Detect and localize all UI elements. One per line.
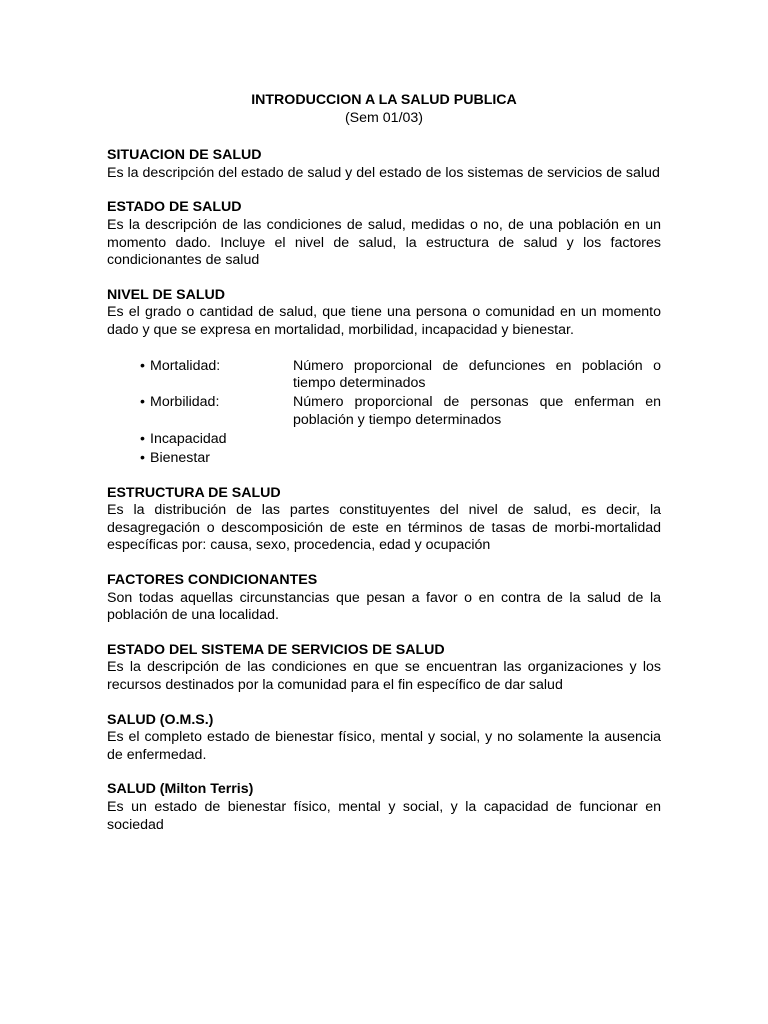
list-item-mortalidad — [107, 358, 661, 393]
list-item-description: Número proporcional de personas que enferman en población y tiempo determinados — [293, 394, 661, 428]
document-subtitle: (Sem 01/03) — [344, 109, 424, 126]
section-title: SITUACION DE SALUD — [107, 147, 262, 164]
list-item-term: Bienestar — [150, 450, 210, 466]
section-estructura-de-salud — [107, 485, 661, 555]
list-item-bienestar — [107, 450, 661, 468]
document-header — [107, 92, 661, 127]
section-title: NIVEL DE SALUD — [107, 286, 225, 303]
list-item-incapacidad — [107, 431, 661, 449]
section-title: ESTRUCTURA DE SALUD — [107, 484, 281, 501]
list-item-description: Número proporcional de defunciones en población o tiempo determinados — [293, 357, 661, 392]
list-item-term: Mortalidad: — [150, 357, 221, 374]
section-body: Es la descripción de las condiciones de salud, medidas o no, de una población en un momento dado. Incluye el nivel de salud, la estructura de salud y los factores condicionantes de salud — [107, 216, 661, 269]
section-estado-del-sistema — [107, 642, 661, 695]
section-title: SALUD (Milton Terris) — [107, 781, 254, 798]
bullet-icon: • — [140, 450, 145, 466]
section-title: ESTADO DE SALUD — [107, 199, 242, 216]
list-item-term: Incapacidad — [150, 430, 227, 447]
section-factores-condicionantes — [107, 572, 661, 625]
list-item-morbilidad — [107, 394, 661, 429]
bullet-icon: • — [140, 357, 145, 374]
bullet-icon: • — [140, 394, 145, 411]
section-title: SALUD (O.M.S.) — [107, 711, 214, 728]
section-title: ESTADO DEL SISTEMA DE SERVICIOS DE SALUD — [107, 641, 445, 658]
nivel-de-salud-list — [107, 358, 661, 468]
section-nivel-de-salud — [107, 287, 661, 468]
section-salud-milton-terris — [107, 781, 661, 834]
section-body: Es la descripción del estado de salud y del estado de los sistemas de servicios de salud — [107, 164, 660, 181]
section-situacion-de-salud — [107, 147, 661, 182]
section-body: Es un estado de bienestar físico, mental y social, y la capacidad de funcionar en sociedad — [107, 798, 661, 833]
section-body: Es la descripción de las condiciones en que se encuentran las organizaciones y los recursos destinados por la comunidad para el fin específico de dar salud — [107, 659, 661, 693]
document-title: INTRODUCCION A LA SALUD PUBLICA — [251, 92, 517, 108]
section-salud-oms — [107, 712, 661, 765]
document-page — [107, 92, 661, 851]
section-body: Es el grado o cantidad de salud, que tiene una persona o comunidad en un momento dado y que se expresa en mortalidad, morbilidad, incapacidad y bienestar. — [107, 304, 661, 338]
bullet-icon: • — [140, 430, 145, 447]
section-title: FACTORES CONDICIONANTES — [107, 571, 318, 588]
section-body: Es la distribución de las partes constituyentes del nivel de salud, es decir, la desagregación o descomposición de este en términos de tasas de morbi-mortalidad específicas por: causa, sexo, procedencia, edad y ocupación — [107, 502, 661, 554]
section-body: Son todas aquellas circunstancias que pesan a favor o en contra de la salud de la población de una localidad. — [107, 589, 661, 624]
section-body: Es el completo estado de bienestar físico, mental y social, y no solamente la ausencia de enfermedad. — [107, 729, 661, 763]
list-item-term: Morbilidad: — [150, 394, 220, 411]
section-estado-de-salud — [107, 199, 661, 269]
